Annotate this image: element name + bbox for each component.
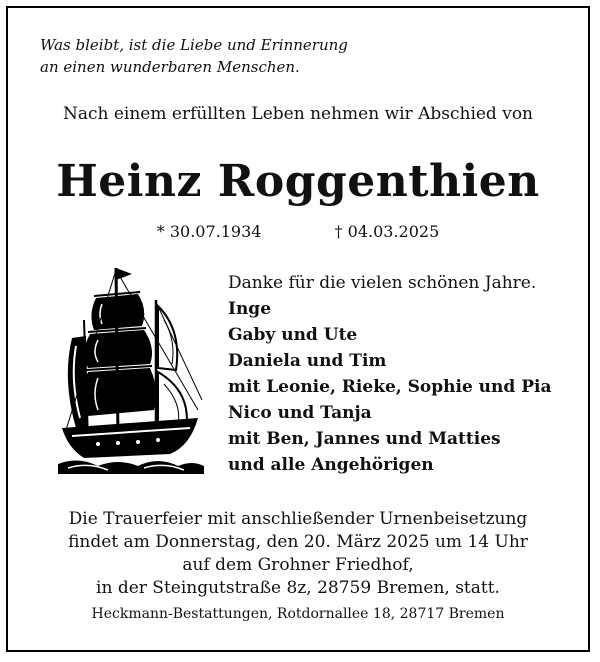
funeral-line: findet am Donnerstag, den 20. März 2025 um 14 Uhr [68,532,528,552]
birth-date: * 30.07.1934 [156,222,262,241]
mourner-line: mit Ben, Jannes und Matties [228,429,501,449]
quote-line: an einen wunderbaren Menschen. [40,58,300,76]
mourner-line: und alle Angehörigen [228,455,434,475]
thanks-block [228,270,551,478]
obituary-card [6,6,590,652]
mourner-line: Inge [228,299,272,319]
mourner-line: Gaby und Ute [228,325,358,345]
mourner-line: mit Leonie, Rieke, Sophie und Pia [228,377,552,397]
memorial-quote [40,34,348,78]
death-date: † 04.03.2025 [334,222,440,241]
farewell-intro: Nach einem erfüllten Leben nehmen wir Abschied von [62,104,534,124]
thanks-line: Danke für die vielen schönen Jahre. [228,273,537,293]
deceased-name: Heinz Roggenthien [56,156,540,207]
life-dates [8,222,588,241]
funeral-line: in der Steingutstraße 8z, 28759 Bremen, statt. [96,578,500,598]
sailing-ship-icon [58,260,204,480]
mourner-line: Nico und Tanja [228,403,372,423]
funeral-line: Die Trauerfeier mit anschließender Urnenbeisetzung [68,509,528,529]
mourner-line: Daniela und Tim [228,351,387,371]
funeral-line: auf dem Grohner Friedhof, [182,555,414,575]
undertaker-info: Heckmann-Bestattungen, Rotdornallee 18, 28717 Bremen [91,606,505,622]
funeral-details [8,508,588,600]
quote-line: Was bleibt, ist die Liebe und Erinnerung [40,36,348,54]
